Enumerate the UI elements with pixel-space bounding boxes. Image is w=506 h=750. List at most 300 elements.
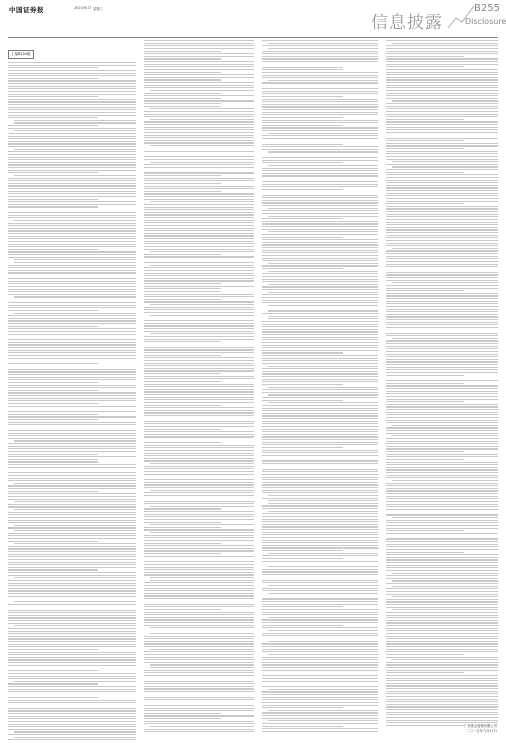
text-line [386, 678, 498, 679]
text-line [8, 416, 136, 417]
text-line [144, 421, 254, 422]
text-line [8, 527, 136, 528]
text-line [262, 667, 378, 668]
text-line [8, 623, 136, 624]
text-line [144, 246, 254, 247]
text-line [8, 569, 98, 570]
text-line [150, 119, 254, 120]
text-line [8, 615, 136, 616]
text-line [386, 462, 498, 463]
text-line [14, 731, 136, 732]
continued-from-heading: 上接B254版 [8, 50, 34, 59]
text-line [144, 74, 254, 75]
text-line [268, 43, 378, 44]
text-line [144, 606, 254, 607]
text-line [262, 109, 378, 110]
text-line [386, 712, 498, 713]
text-line [144, 262, 254, 263]
text-line [268, 689, 378, 690]
text-line [386, 417, 498, 418]
text-line [262, 379, 378, 380]
text-line [150, 532, 254, 533]
text-line [8, 628, 136, 629]
text-line [262, 582, 378, 583]
text-line [268, 720, 378, 721]
text-line [144, 363, 254, 364]
text-line [386, 235, 498, 236]
text-line [8, 230, 136, 231]
text-line [392, 573, 498, 574]
text-line [268, 503, 378, 504]
text-line [386, 657, 498, 658]
text-line [8, 323, 136, 324]
text-line [386, 164, 498, 165]
text-line [8, 154, 136, 155]
text-line [386, 498, 498, 499]
text-line [386, 124, 498, 125]
text-line [144, 365, 254, 366]
text-line [144, 688, 254, 689]
text-line [386, 525, 498, 526]
text-line [262, 715, 378, 716]
text-line [262, 146, 378, 147]
text-line [144, 482, 254, 483]
text-line [8, 344, 136, 345]
text-line [8, 478, 136, 479]
text-line [144, 228, 254, 229]
text-line [144, 609, 221, 610]
text-line [144, 501, 254, 502]
text-line [144, 217, 254, 218]
text-line [150, 490, 254, 491]
text-line [144, 450, 254, 451]
text-line [8, 265, 136, 266]
text-line [144, 307, 254, 308]
text-line [386, 433, 498, 434]
text-line [144, 212, 254, 213]
text-line [144, 681, 254, 682]
text-line [268, 402, 378, 403]
text-line [8, 355, 136, 356]
text-line [14, 175, 136, 176]
text-line [262, 321, 378, 322]
text-line [14, 313, 136, 314]
text-line [268, 305, 378, 306]
text-line [144, 718, 221, 719]
text-line [386, 79, 498, 80]
text-line [386, 285, 498, 286]
text-line [144, 713, 221, 714]
text-line [386, 156, 498, 157]
text-line [386, 253, 498, 254]
text-line [262, 75, 378, 76]
text-line [386, 575, 498, 576]
text-line [144, 180, 254, 181]
text-line [144, 214, 254, 215]
text-line [262, 96, 343, 97]
text-line [144, 723, 254, 724]
text-line [144, 721, 254, 722]
text-line [144, 368, 254, 369]
text-line [386, 636, 498, 637]
text-line [144, 625, 254, 626]
text-line [8, 246, 136, 247]
text-line [8, 109, 136, 110]
text-line [144, 309, 254, 310]
text-line [386, 222, 498, 223]
text-line [386, 272, 498, 273]
text-line [386, 301, 498, 302]
text-line [262, 569, 378, 570]
text-line [386, 159, 498, 160]
text-line [14, 262, 136, 263]
text-line [386, 709, 498, 710]
text-line [144, 207, 254, 208]
text-line [262, 482, 378, 483]
text-line [386, 420, 498, 421]
text-line [8, 162, 136, 163]
text-line [262, 186, 378, 187]
text-line [144, 296, 254, 297]
text-line [392, 435, 498, 436]
text-line [8, 112, 136, 113]
text-line [8, 78, 98, 79]
text-line [262, 358, 378, 359]
text-line [386, 467, 498, 468]
text-line [8, 115, 136, 116]
text-line [386, 261, 498, 262]
text-line [262, 250, 378, 251]
section-title: 信息披露 [371, 13, 443, 33]
text-line [386, 264, 498, 265]
text-line [262, 614, 378, 615]
text-line [386, 256, 498, 257]
text-line [386, 237, 498, 238]
text-line [386, 446, 498, 447]
text-line [386, 501, 498, 502]
text-line [8, 562, 136, 563]
text-line [386, 103, 498, 104]
text-line [8, 289, 136, 290]
text-line [262, 350, 378, 351]
text-line [144, 407, 254, 408]
text-line [144, 595, 254, 596]
text-line [144, 384, 254, 385]
text-line [8, 676, 136, 677]
text-line [144, 178, 254, 179]
text-line [262, 431, 378, 432]
page-number: B255 [474, 3, 500, 14]
text-line [268, 310, 378, 311]
text-line [262, 444, 378, 445]
text-line [8, 683, 98, 684]
text-line [386, 51, 498, 52]
text-line [262, 460, 378, 461]
text-line [386, 649, 498, 650]
text-line [386, 565, 498, 566]
text-line [144, 710, 254, 711]
text-line [386, 522, 498, 523]
text-line [386, 472, 498, 473]
text-line [144, 641, 254, 642]
text-line [8, 96, 98, 97]
text-line [14, 440, 136, 441]
text-line [262, 484, 378, 485]
text-line [8, 125, 98, 126]
text-line [262, 410, 378, 411]
text-line [386, 701, 498, 702]
text-line [262, 99, 378, 100]
text-line [386, 340, 498, 341]
text-line [386, 414, 498, 415]
text-line [144, 167, 254, 168]
text-line [386, 361, 498, 362]
text-line [144, 222, 254, 223]
text-line [8, 251, 136, 252]
text-line [8, 215, 136, 216]
text-line [262, 276, 378, 277]
text-line [144, 220, 254, 221]
text-line [262, 120, 378, 121]
text-line [8, 583, 136, 584]
text-line [8, 318, 136, 319]
text-line [8, 596, 136, 597]
text-line [262, 324, 378, 325]
text-line [144, 188, 254, 189]
text-line [14, 543, 136, 544]
text-line [262, 125, 343, 126]
text-line [268, 208, 378, 209]
text-line [392, 161, 498, 162]
text-line [144, 436, 254, 437]
text-line [262, 447, 343, 448]
text-line [144, 87, 254, 88]
text-line [14, 296, 136, 297]
text-line [8, 315, 136, 316]
text-line [268, 216, 378, 217]
issue-weekday: 星期三 [93, 7, 104, 11]
text-line [144, 275, 254, 276]
text-line [268, 654, 378, 655]
text-line [386, 662, 498, 663]
text-line [262, 408, 378, 409]
text-line [144, 164, 254, 165]
text-line [8, 136, 136, 137]
text-line [144, 471, 254, 472]
text-line [386, 219, 498, 220]
text-line [262, 542, 378, 543]
text-line [8, 278, 136, 279]
text-line [8, 504, 136, 505]
text-line [262, 40, 378, 41]
text-line [14, 530, 136, 531]
text-line [262, 662, 378, 663]
text-line [144, 347, 254, 348]
text-line [386, 153, 498, 154]
text-line [386, 459, 464, 460]
text-line [144, 514, 254, 515]
text-line [8, 734, 136, 735]
text-line [144, 111, 254, 112]
text-line [8, 358, 136, 359]
text-line [8, 334, 136, 335]
text-line [262, 67, 343, 68]
text-line [262, 718, 378, 719]
text-line [144, 564, 254, 565]
text-line [386, 290, 464, 291]
text-line [14, 122, 136, 123]
text-line [262, 609, 378, 610]
text-line [386, 145, 498, 146]
text-line [8, 67, 98, 68]
text-line [386, 591, 498, 592]
text-line [144, 280, 254, 281]
text-line [8, 206, 98, 207]
text-line [262, 339, 378, 340]
text-line [386, 93, 498, 94]
text-line [144, 495, 254, 496]
text-line [386, 388, 498, 389]
text-line [8, 435, 136, 436]
text-line [8, 70, 136, 71]
text-line [386, 670, 498, 671]
text-line [268, 641, 378, 642]
text-line [268, 263, 378, 264]
text-line [8, 689, 136, 690]
text-line [262, 331, 378, 332]
text-line [8, 86, 136, 87]
text-line [262, 627, 378, 628]
text-line [262, 376, 378, 377]
text-line [386, 359, 498, 360]
text-line [150, 108, 254, 109]
text-line [8, 377, 136, 378]
text-line [386, 40, 498, 41]
text-line [262, 286, 378, 287]
text-line [386, 143, 498, 144]
text-line [262, 545, 378, 546]
text-line [144, 458, 254, 459]
text-line [262, 571, 378, 572]
text-line [386, 214, 498, 215]
text-line [262, 329, 378, 330]
text-line [386, 335, 498, 336]
text-line [144, 249, 254, 250]
text-line [392, 43, 498, 44]
text-line [386, 651, 498, 652]
text-line [262, 77, 378, 78]
text-line [262, 612, 378, 613]
text-line [8, 294, 136, 295]
text-line [386, 504, 498, 505]
text-line [386, 464, 498, 465]
text-line [14, 681, 136, 682]
text-line [262, 175, 378, 176]
text-line [8, 575, 136, 576]
text-line [386, 77, 498, 78]
text-line [262, 61, 378, 62]
text-line [386, 148, 464, 149]
text-line [144, 567, 254, 568]
text-line [144, 474, 254, 475]
text-line [386, 243, 498, 244]
text-line [14, 220, 136, 221]
text-line [150, 201, 254, 202]
text-line [14, 737, 136, 738]
text-line [144, 72, 221, 73]
text-line [262, 505, 378, 506]
text-line [8, 514, 136, 515]
text-line [8, 191, 136, 192]
text-line [150, 315, 254, 316]
text-line [150, 265, 254, 266]
text-line [144, 654, 254, 655]
text-line [8, 403, 98, 404]
text-line [262, 675, 378, 676]
text-line [8, 170, 136, 171]
text-line [262, 45, 378, 46]
text-line [262, 429, 378, 430]
text-line [262, 149, 378, 150]
text-line [386, 557, 498, 558]
text-line [386, 127, 498, 128]
text-line [144, 574, 254, 575]
text-line [386, 121, 498, 122]
text-line [8, 496, 136, 497]
text-line [8, 398, 136, 399]
text-line [268, 617, 378, 618]
text-line [262, 436, 378, 437]
text-line [144, 492, 254, 493]
text-line [8, 75, 136, 76]
text-line [268, 151, 378, 152]
article-columns [8, 40, 498, 740]
text-line [144, 357, 254, 358]
text-line [262, 555, 378, 556]
text-line [144, 132, 254, 133]
text-line [8, 183, 136, 184]
text-line [386, 385, 498, 386]
text-line [262, 649, 378, 650]
text-line [8, 729, 136, 730]
text-line [8, 62, 136, 63]
text-line [262, 606, 343, 607]
text-line [262, 490, 378, 491]
text-line [386, 58, 498, 59]
text-line [386, 346, 498, 347]
text-line [144, 705, 254, 706]
text-line [386, 493, 498, 494]
text-line [262, 91, 378, 92]
text-line [144, 535, 254, 536]
text-line [386, 277, 498, 278]
text-line [392, 586, 498, 587]
text-line [386, 646, 498, 647]
text-line [262, 513, 378, 514]
text-line [386, 232, 498, 233]
text-line [8, 443, 136, 444]
text-line [386, 409, 498, 410]
text-line [262, 664, 378, 665]
text-line [144, 646, 254, 647]
text-line [144, 402, 254, 403]
text-line [386, 549, 498, 550]
text-line [144, 412, 254, 413]
text-line [8, 646, 136, 647]
text-line [144, 79, 221, 80]
text-line [8, 716, 136, 717]
text-line [8, 371, 136, 372]
